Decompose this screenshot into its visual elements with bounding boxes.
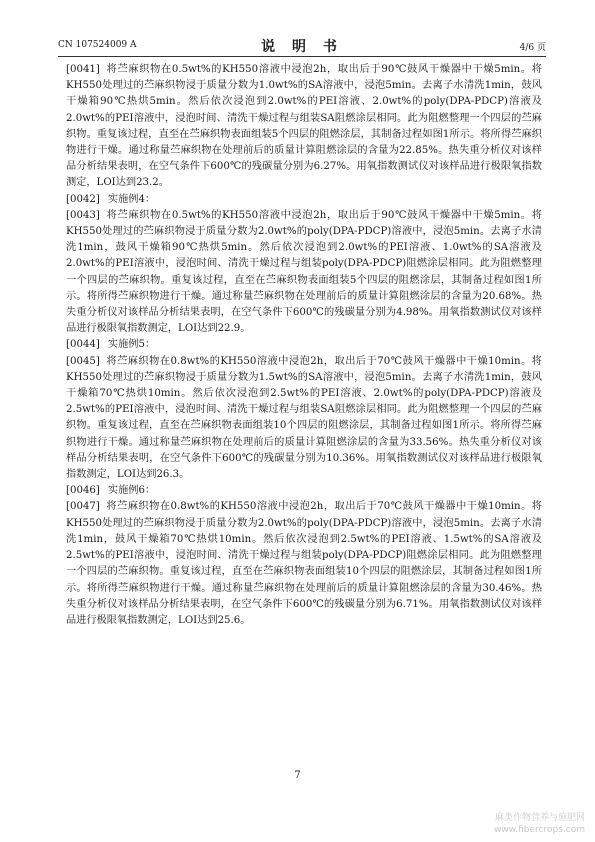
watermark-url: www.fibercrops.com — [494, 825, 585, 835]
heading-text: 实施例5： — [107, 339, 156, 351]
paragraph-text: 将苎麻织物在0.5wt%的KH550溶液中浸泡2h，取出后于90℃鼓风干燥器中干燥5min。将KH550处理过的苎麻织物浸于质量分数为2.0wt%的poly(DPA-PDCP)溶液中，浸泡5min。去离子水清洗1min，鼓风干燥箱90℃热烘5min。然后依次浸泡到2.0wt%的PEI溶液、1.0wt%的SA溶液及2.0wt%的PEI溶液中，浸泡时间、清洗干燥过程与组装poly(DPA-PDCP)阻燃涂层相同。此为阻燃整理一个四层的苎麻织物。重复该过程，直至在苎麻织物表面组装5个四层的阻燃涂层，其制备过程如图1所示。将所得苎麻织物进行干燥。通过称量苎麻织物在处理前后的质量计算阻燃涂层的含量为20.68%。热失重分析仪对该样品分析结果表明，在空气条件下600℃的残碳量分别为4.98%。用氧指数测试仪对该样品进行极限氧指数测定，LOI达到22.9。 — [66, 209, 542, 335]
heading-text: 实施例4： — [107, 193, 156, 205]
paragraph-0041 — [66, 62, 542, 192]
page-number: 7 — [294, 770, 301, 781]
heading-text: 实施例6： — [107, 485, 156, 497]
paragraph-tag: [0042] — [66, 193, 100, 205]
paragraph-tag: [0045] — [66, 355, 100, 367]
site-watermark — [494, 812, 585, 836]
page-header — [58, 36, 546, 55]
paragraph-0043 — [66, 208, 542, 338]
paragraph-text: 将苎麻织物在0.5wt%的KH550溶液中浸泡2h，取出后于90℃鼓风干燥器中干燥5min。将KH550处理过的苎麻织物浸于质量分数为1.0wt%的SA溶液中，浸泡5min。去离子水清洗1min，鼓风干燥箱90℃热烘5min。然后依次浸泡到2.0wt%的PEI溶液、2.0wt%的poly(DPA-PDCP)溶液及2.0wt%的PEI溶液中，浸泡时间、清洗干燥过程与组装SA阻燃涂层相同。此为阻燃整理一个四层的苎麻织物。重复该过程，直至在苎麻织物表面组装5个四层的阻燃涂层，其制备过程如图1所示。将所得苎麻织物进行干燥。通过称量苎麻织物在处理前后的质量计算阻燃涂层的含量为22.85%。热失重分析仪对该样品分析结果表明，在空气条件下600℃的残碳量分别为6.27%。用氧指数测试仪对该样品进行极限氧指数测定，LOI达到23.2。 — [66, 64, 542, 189]
paragraph-tag: [0044] — [66, 339, 100, 351]
paragraph-tag: [0047] — [66, 501, 100, 513]
paragraph-text: 将苎麻织物在0.8wt%的KH550溶液中浸泡2h，取出后于70℃鼓风干燥器中干燥10min。将KH550处理过的苎麻织物浸于质量分数为2.0wt%的poly(DPA-PDCP)溶液中，浸泡5min。去离子水清洗1min，鼓风干燥箱70℃热烘10min。然后依次浸泡到2.5wt%的PEI溶液、1.5wt%的SA溶液及2.5wt%的PEI溶液中，浸泡时间、清洗干燥过程与组装poly(DPA-PDCP)阻燃涂层相同。此为阻燃整理一个四层的苎麻织物。重复该过程，直至在苎麻织物表面组装10个四层的阻燃涂层，其制备过程如图1所示。将所得苎麻织物进行干燥。通过称量苎麻织物在处理前后的质量计算阻燃涂层的含量为30.46%。热失重分析仪对该样品分析结果表明，在空气条件下600℃的残碳量分别为6.71%。用氧指数测试仪对该样品进行极限氧指数测定，LOI达到25.6。 — [66, 501, 542, 626]
paragraph-tag: [0046] — [66, 485, 100, 497]
paragraph-0047 — [66, 499, 542, 629]
example-heading-4 — [66, 192, 542, 208]
paragraph-text: 将苎麻织物在0.8wt%的KH550溶液中浸泡2h，取出后于70℃鼓风干燥器中干燥10min。将KH550处理过的苎麻织物浸于质量分数为1.5wt%的SA溶液中，浸泡5min。去离子水清洗1min，鼓风干燥箱70℃热烘10min。然后依次浸泡到2.5wt%的PEI溶液、2.0wt%的poly(DPA-PDCP)溶液及2.5wt%的PEI溶液中，浸泡时间、清洗干燥过程与组装SA阻燃涂层相同。此为阻燃整理一个四层的苎麻织物。重复该过程，直至在苎麻织物表面组装10个四层的阻燃涂层，其制备过程如图1所示。将所得苎麻织物进行干燥。通过称量苎麻织物在处理前后的质量计算阻燃涂层的含量为33.56%。热失重分析仪对该样品分析结果表明，在空气条件下600℃的残碳量分别为10.36%。用氧指数测试仪对该样品进行极限氧指数测定，LOI达到26.3。 — [66, 355, 542, 481]
document-body — [66, 62, 542, 629]
example-heading-5 — [66, 337, 542, 353]
header-rule — [58, 56, 546, 57]
paragraph-0045 — [66, 354, 542, 484]
paragraph-tag: [0041] — [66, 64, 100, 75]
document-title: 说 明 书 — [261, 39, 343, 55]
page-info: 4/6 页 — [519, 43, 546, 53]
example-heading-6 — [66, 483, 542, 499]
watermark-site-name: 麻类作物营养与施肥网 — [494, 813, 585, 823]
patent-number: CN 107524009 A — [58, 40, 137, 50]
paragraph-tag: [0043] — [66, 209, 100, 221]
